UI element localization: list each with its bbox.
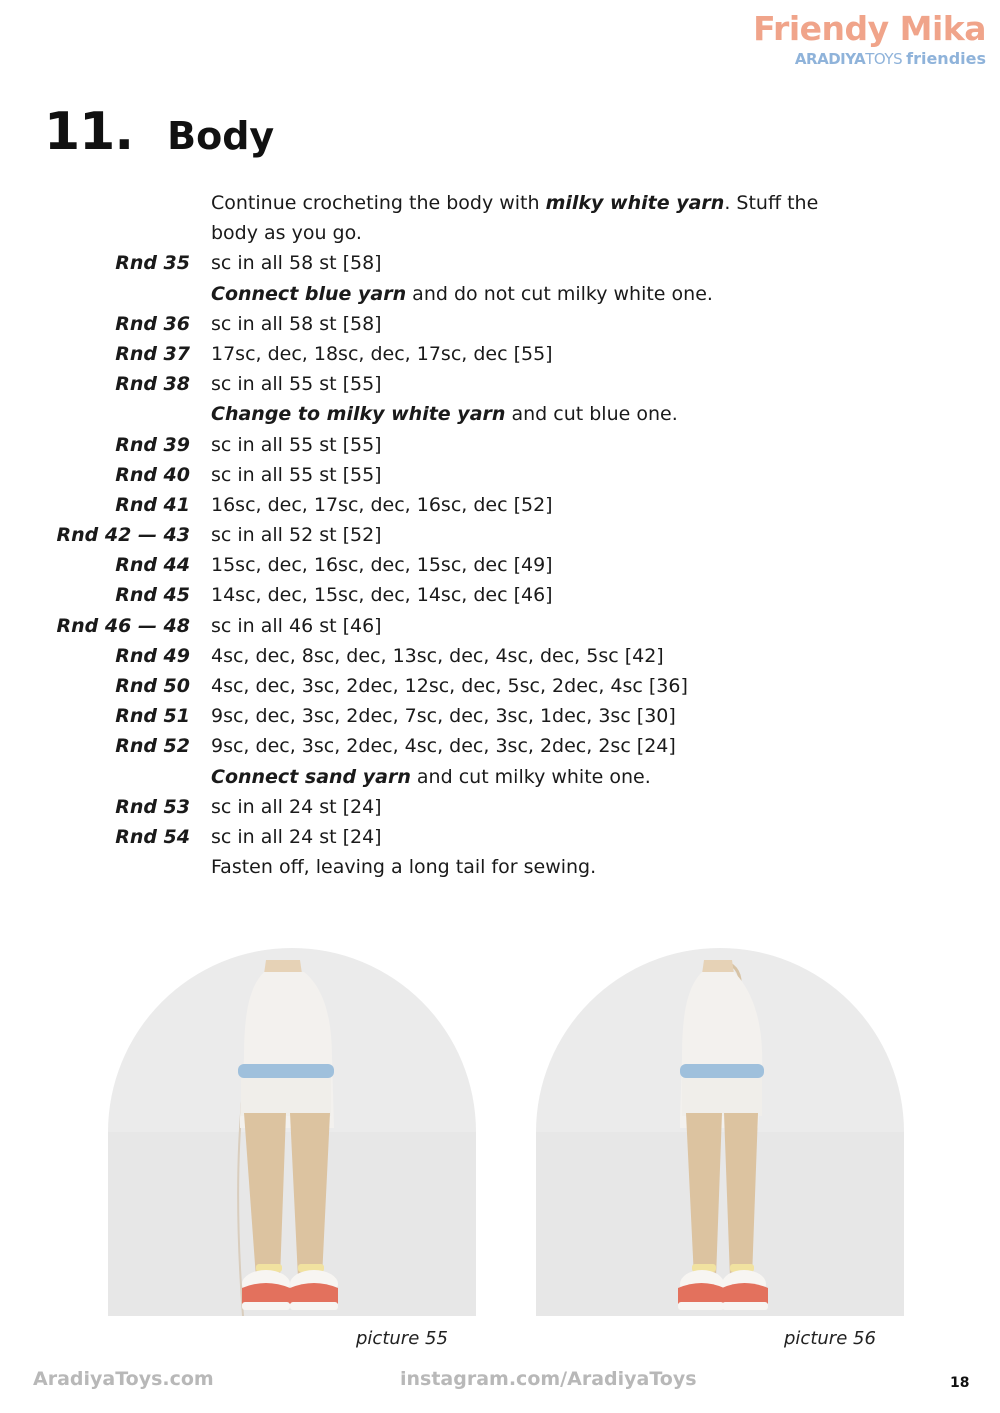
round-label: Rnd 36	[115, 312, 190, 335]
section-heading	[44, 102, 274, 162]
instruction-text: and cut milky white one.	[410, 765, 651, 788]
instruction-row	[0, 399, 1000, 429]
section-number: 11.	[44, 102, 134, 162]
round-label: Rnd 51	[115, 705, 190, 728]
round-instruction: sc in all 46 st [46]	[211, 614, 382, 637]
round-instruction: 15sc, dec, 16sc, dec, 15sc, dec [49]	[211, 554, 553, 577]
rounds-list	[0, 248, 1000, 882]
pattern-instructions	[0, 188, 1000, 882]
round-label: Rnd 52	[115, 735, 190, 758]
photo-56	[536, 948, 904, 1316]
intro-line-1	[0, 188, 1000, 218]
round-instruction: 9sc, dec, 3sc, 2dec, 4sc, dec, 3sc, 2dec, 2sc [24]	[211, 735, 676, 758]
round-instruction: Fasten off, leaving a long tail for sewing.	[211, 856, 597, 879]
round-instruction: sc in all 58 st [58]	[211, 252, 382, 275]
round-label: Rnd 53	[115, 795, 190, 818]
round-label: Rnd 54	[115, 825, 190, 848]
round-instruction: sc in all 55 st [55]	[211, 373, 382, 396]
round-instruction: 16sc, dec, 17sc, dec, 16sc, dec [52]	[211, 493, 553, 516]
instruction-row	[0, 762, 1000, 792]
round-instruction: 9sc, dec, 3sc, 2dec, 7sc, dec, 3sc, 1dec, 3sc [30]	[211, 705, 676, 728]
round-instruction: sc in all 58 st [58]	[211, 312, 382, 335]
round-label: Rnd 49	[115, 644, 190, 667]
brand-sub-light: TOYS	[865, 50, 903, 68]
round-row	[0, 580, 1000, 610]
round-label: Rnd 40	[115, 463, 190, 486]
round-label: Rnd 44	[115, 554, 190, 577]
instruction-note	[211, 279, 713, 309]
footer-website-link[interactable]: AradiyaToys.com	[33, 1368, 214, 1390]
round-instruction: sc in all 55 st [55]	[211, 433, 382, 456]
round-instruction: sc in all 24 st [24]	[211, 795, 382, 818]
intro-text-2: body as you go.	[211, 222, 362, 245]
intro-text-end: . Stuff the	[724, 192, 819, 214]
instruction-row	[0, 852, 1000, 882]
round-label: Rnd 37	[115, 342, 190, 365]
round-label: Rnd 41	[115, 493, 190, 516]
round-row	[0, 490, 1000, 520]
round-label: Rnd 35	[115, 252, 190, 275]
round-instruction: 17sc, dec, 18sc, dec, 17sc, dec [55]	[211, 342, 553, 365]
page-number: 18	[950, 1375, 970, 1391]
instruction-text: and do not cut milky white one.	[406, 282, 713, 305]
round-instruction: 4sc, dec, 8sc, dec, 13sc, dec, 4sc, dec, 5sc [42]	[211, 644, 664, 667]
round-instruction: sc in all 24 st [24]	[211, 825, 382, 848]
brand-logo	[753, 10, 986, 68]
round-label: Rnd 45	[115, 584, 190, 607]
instruction-row	[0, 279, 1000, 309]
yarn-change-emphasis: Connect sand yarn	[211, 765, 411, 788]
brand-subtitle	[753, 50, 986, 68]
round-instruction: sc in all 55 st [55]	[211, 463, 382, 486]
instruction-note	[211, 762, 651, 792]
round-row	[0, 520, 1000, 550]
round-row	[0, 611, 1000, 641]
round-row	[0, 822, 1000, 852]
round-row	[0, 792, 1000, 822]
round-label: Rnd 42 — 43	[56, 524, 190, 547]
round-label: Rnd 50	[115, 675, 190, 697]
round-instruction: 4sc, dec, 3sc, 2dec, 12sc, dec, 5sc, 2dec, 4sc [36]	[211, 675, 688, 697]
round-row	[0, 550, 1000, 580]
doll-body-front-illustration	[108, 948, 476, 1316]
instruction-text: and cut blue one.	[505, 403, 678, 426]
intro-emphasis: milky white yarn	[545, 192, 725, 214]
round-instruction: sc in all 52 st [52]	[211, 524, 382, 547]
brand-sub-end: friendies	[906, 49, 986, 68]
round-label: Rnd 39	[115, 433, 190, 456]
round-label: Rnd 38	[115, 373, 190, 396]
round-row	[0, 731, 1000, 761]
round-row	[0, 339, 1000, 369]
doll-body-side-illustration	[536, 948, 904, 1316]
instruction-note	[211, 399, 678, 429]
round-row	[0, 430, 1000, 460]
round-row	[0, 309, 1000, 339]
round-row	[0, 641, 1000, 671]
photo-55	[108, 948, 476, 1316]
brand-sub-bold: ARADIYA	[794, 50, 866, 68]
picture-55-caption: picture 55	[356, 1328, 448, 1349]
brand-title: Friendy Mika	[753, 9, 986, 48]
round-label: Rnd 46 — 48	[56, 614, 190, 637]
intro-text: Continue crocheting the body with	[211, 192, 546, 214]
yarn-change-emphasis: Change to milky white yarn	[211, 403, 506, 426]
footer-instagram-link[interactable]: instagram.com/AradiyaToys	[400, 1368, 697, 1390]
intro-line-2	[0, 218, 1000, 248]
yarn-change-emphasis: Connect blue yarn	[211, 282, 407, 305]
round-row	[0, 671, 1000, 701]
section-title: Body	[167, 114, 275, 158]
round-row	[0, 460, 1000, 490]
round-row	[0, 369, 1000, 399]
round-instruction: 14sc, dec, 15sc, dec, 14sc, dec [46]	[211, 584, 553, 607]
picture-56-caption: picture 56	[784, 1328, 876, 1349]
round-row	[0, 701, 1000, 731]
round-row	[0, 248, 1000, 278]
